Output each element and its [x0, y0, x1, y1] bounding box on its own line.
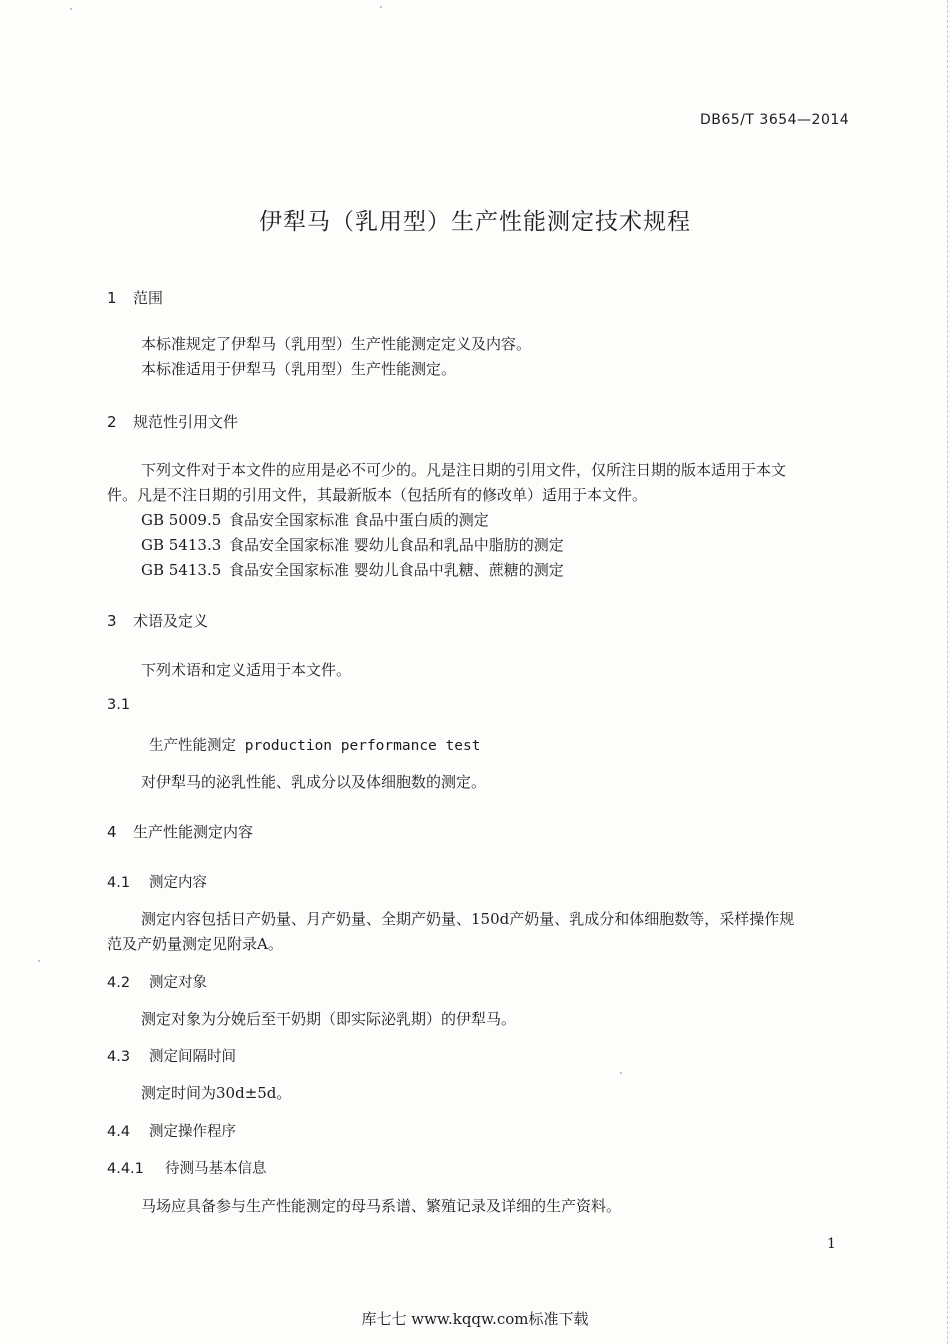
reference-code: GB 5009.5: [141, 511, 222, 529]
subsection-title: 待测马基本信息: [165, 1161, 267, 1177]
reference-title: 食品安全国家标准 婴幼儿食品和乳品中脂肪的测定: [229, 536, 564, 554]
subsection-4-1-heading: [107, 871, 207, 892]
section-title: 范围: [133, 289, 164, 307]
section-1-heading: [107, 287, 163, 308]
scan-speck: [620, 1072, 622, 1074]
paragraph: 本标准规定了伊犁马（乳用型）生产性能测定定义及内容。: [141, 335, 532, 353]
section-number: 1: [107, 289, 117, 307]
paragraph: 测定时间为30d±5d。: [141, 1084, 292, 1102]
reference-item: [141, 534, 564, 555]
paragraph-line: 测定内容包括日产奶量、月产奶量、全期产奶量、150d产奶量、乳成分和体细胞数等，采样操作规: [141, 910, 795, 928]
subsection-title: 测定内容: [149, 875, 207, 891]
reference-item: [141, 559, 564, 580]
section-number: 2: [107, 413, 117, 431]
reference-code: GB 5413.3: [141, 536, 222, 554]
page-title: 伊犁马（乳用型）生产性能测定技术规程: [259, 209, 691, 235]
section-number: 4: [107, 823, 117, 841]
subsection-title: 测定间隔时间: [149, 1049, 236, 1065]
subsection-title: 测定对象: [149, 975, 207, 991]
page-number: 1: [827, 1236, 836, 1252]
section-title: 规范性引用文件: [133, 413, 239, 431]
section-2-heading: [107, 411, 238, 432]
paragraph: 测定对象为分娩后至干奶期（即实际泌乳期）的伊犁马。: [141, 1010, 517, 1028]
term: 生产性能测定 production performance test: [149, 738, 481, 754]
subsection-4-4-1-heading: [107, 1157, 267, 1178]
scan-speck: [380, 6, 382, 8]
subsection-number: 4.4: [107, 1124, 131, 1140]
footer-watermark: 库七七 www.kqqw.com标准下载: [361, 1310, 589, 1328]
term-number: 3.1: [107, 697, 131, 713]
reference-item: [141, 509, 489, 530]
paragraph: 本标准适用于伊犁马（乳用型）生产性能测定。: [141, 360, 457, 378]
section-4-heading: [107, 821, 253, 842]
term-definition: 对伊犁马的泌乳性能、乳成分以及体细胞数的测定。: [141, 773, 487, 791]
scan-speck: [38, 960, 40, 962]
reference-title: 食品安全国家标准 食品中蛋白质的测定: [229, 511, 489, 529]
scan-edge: [946, 0, 948, 1344]
subsection-number: 4.1: [107, 875, 131, 891]
paragraph-line: 件。凡是不注日期的引用文件，其最新版本（包括所有的修改单）适用于本文件。: [107, 486, 648, 504]
document-number: DB65/T 3654—2014: [700, 112, 850, 128]
section-title: 术语及定义: [133, 612, 209, 630]
subsection-4-2-heading: [107, 971, 207, 992]
paragraph: 下列术语和定义适用于本文件。: [141, 661, 352, 679]
reference-title: 食品安全国家标准 婴幼儿食品中乳糖、蔗糖的测定: [229, 561, 564, 579]
reference-code: GB 5413.5: [141, 561, 222, 579]
subsection-number: 4.4.1: [107, 1161, 144, 1177]
paragraph-line: 范及产奶量测定见附录A。: [107, 935, 283, 953]
subsection-title: 测定操作程序: [149, 1124, 236, 1140]
scan-speck: [70, 8, 72, 10]
subsection-number: 4.2: [107, 975, 131, 991]
section-title: 生产性能测定内容: [133, 823, 254, 841]
paragraph-line: 下列文件对于本文件的应用是必不可少的。凡是注日期的引用文件，仅所注日期的版本适用于本文: [141, 461, 787, 479]
subsection-4-4-heading: [107, 1120, 236, 1141]
section-3-heading: [107, 610, 208, 631]
paragraph: 马场应具备参与生产性能测定的母马系谱、繁殖记录及详细的生产资料。: [141, 1197, 622, 1215]
subsection-number: 4.3: [107, 1049, 131, 1065]
section-number: 3: [107, 612, 117, 630]
subsection-4-3-heading: [107, 1045, 236, 1066]
